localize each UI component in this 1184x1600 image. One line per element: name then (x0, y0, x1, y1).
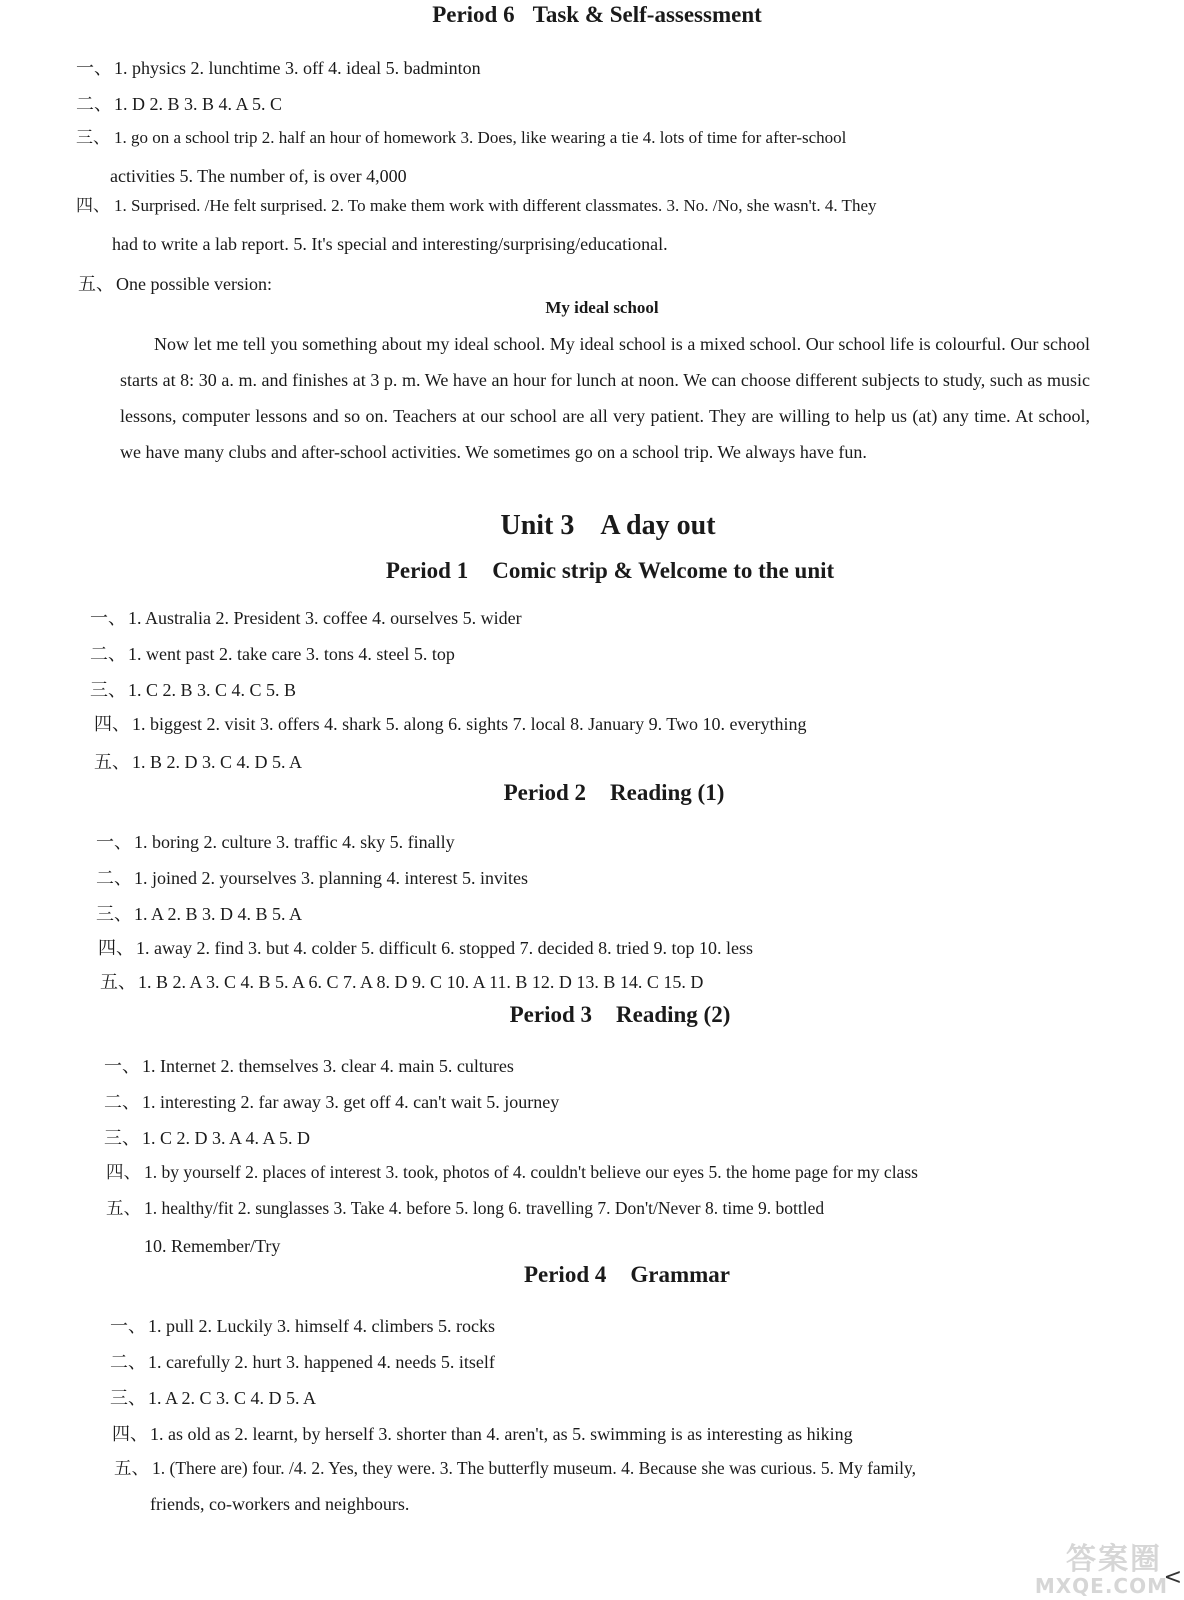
answer-line: 二、 1. carefully 2. hurt 3. happened 4. needs 5. itself (110, 1352, 495, 1372)
answer-line: 一、 1. pull 2. Luckily 3. himself 4. climbers 5. rocks (110, 1316, 495, 1336)
essay-body: Now let me tell you something about my ideal school. My ideal school is a mixed school. Our school life is colourful. Our school starts at 8: 30 a. m. and finishes at 3 p. m. We have an hour for lunch at noon. We can choose different subjects to study, such as music lessons, computer lessons and so on. Teachers at our school are all very patient. They are willing to help us (at) any time. At school, we have many clubs and after-school activities. We sometimes go on a school trip. We always have fun. (120, 334, 1090, 462)
period-heading: Period 3 Reading (2) (509, 1002, 731, 1027)
answer-line: 四、 1. biggest 2. visit 3. offers 4. shark 5. along 6. sights 7. local 8. January 9. Two 10. everything (94, 714, 807, 734)
answer-line: 五、 1. B 2. A 3. C 4. B 5. A 6. C 7. A 8. D 9. C 10. A 11. B 12. D 13. B 14. C 15. D (100, 972, 704, 992)
period-heading: Period 4 Grammar (523, 1262, 731, 1287)
answer-line: 二、 1. D 2. B 3. B 4. A 5. C (76, 94, 283, 114)
answer-line-continuation: activities 5. The number of, is over 4,000 (110, 166, 407, 186)
essay-title: My ideal school (545, 298, 659, 317)
section-period-6 (0, 2, 1184, 28)
answer-line: 一、 1. Internet 2. themselves 3. clear 4. main 5. cultures (104, 1056, 514, 1076)
answer-line-continuation: had to write a lab report. 5. It's special and interesting/surprising/educational. (112, 234, 668, 254)
answer-line: 三、 1. C 2. B 3. C 4. C 5. B (90, 680, 297, 700)
answer-line: 四、 1. as old as 2. learnt, by herself 3. shorter than 4. aren't, as 5. swimming is as interesting as hiking (112, 1424, 853, 1444)
answer-line: 五、 One possible version: (78, 274, 272, 294)
answer-line: 一、 1. physics 2. lunchtime 3. off 4. ideal 5. badminton (76, 58, 481, 78)
answer-line: 三、 1. go on a school trip 2. half an hour of homework 3. Does, like wearing a tie 4. lots of time for after-school (76, 128, 847, 147)
answer-line-continuation: friends, co-workers and neighbours. (150, 1494, 410, 1514)
answer-line: 一、 1. Australia 2. President 3. coffee 4. ourselves 5. wider (90, 608, 522, 628)
answer-line: 二、 1. joined 2. yourselves 3. planning 4. interest 5. invites (96, 868, 528, 888)
answer-line: 四、 1. Surprised. /He felt surprised. 2. To make them work with different classmates. 3. No. /No, she wasn't. 4. They (76, 196, 877, 215)
answer-line: 五、 1. healthy/fit 2. sunglasses 3. Take 4. before 5. long 6. travelling 7. Don't/Never 8. time 9. bottled (106, 1198, 825, 1218)
answer-line: 四、 1. away 2. find 3. but 4. colder 5. difficult 6. stopped 7. decided 8. tried 9. top 10. less (98, 938, 754, 958)
answer-line: 三、 1. A 2. C 3. C 4. D 5. A (110, 1388, 317, 1408)
page-turn-mark: < (1163, 1565, 1182, 1590)
answer-line: 一、 1. boring 2. culture 3. traffic 4. sky 5. finally (96, 832, 455, 852)
answer-line: 二、 1. went past 2. take care 3. tons 4. steel 5. top (90, 644, 455, 664)
period-heading: Period 1 Comic strip & Welcome to the unit (385, 558, 835, 583)
answer-line: 四、 1. by yourself 2. places of interest 3. took, photos of 4. couldn't believe our eyes 5. the home page for my class (106, 1162, 918, 1182)
site-watermark: 答案圈 MXQE.COM (1034, 1542, 1168, 1598)
answer-line-continuation: 10. Remember/Try (144, 1236, 281, 1256)
answer-line: 五、 1. (There are) four. /4. 2. Yes, they were. 3. The butterfly museum. 4. Because she was curious. 5. My family, (114, 1458, 916, 1478)
period-heading: Period 6 Task & Self-assessment (432, 2, 762, 27)
answer-line: 三、 1. C 2. D 3. A 4. A 5. D (104, 1128, 311, 1148)
answer-line: 二、 1. interesting 2. far away 3. get off 4. can't wait 5. journey (104, 1092, 560, 1112)
period-heading: Period 2 Reading (1) (503, 780, 725, 805)
unit-heading: Unit 3 A day out (500, 510, 716, 541)
answer-line: 五、 1. B 2. D 3. C 4. D 5. A (94, 752, 303, 772)
answer-line: 三、 1. A 2. B 3. D 4. B 5. A (96, 904, 303, 924)
